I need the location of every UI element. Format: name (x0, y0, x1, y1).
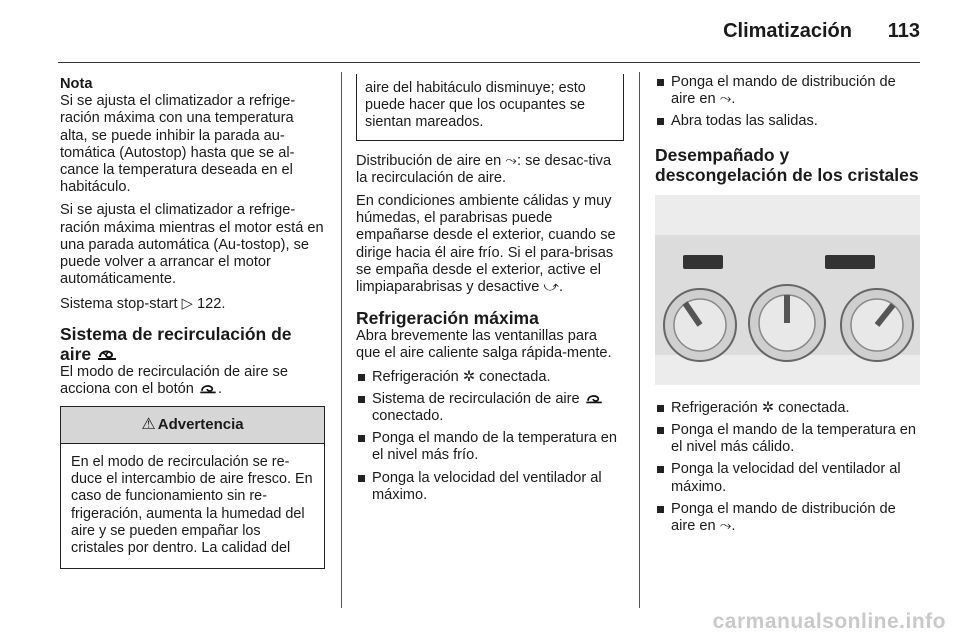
recirculation-icon (198, 383, 218, 395)
watermark: carmanualsonline.info (712, 610, 946, 633)
list-text: Ponga el mando de la temperatura en el nivel más cálido. (671, 422, 917, 456)
note-paragraph: Si se ajusta el climatizador a refrige-ración máxima con una temperatura alta, se puede inhibir la parada au-tomática (Autostop) hasta que se al-cance la temperatura deseada en el habitáculo. (60, 93, 296, 196)
warning-box (60, 406, 325, 569)
list-item (356, 369, 624, 386)
dist-text: : se desac-tiva la recirculación de aire. (356, 152, 612, 186)
climate-control-panel-image (655, 195, 920, 385)
list-text: Sistema de recirculación de aire (372, 390, 580, 407)
wiper-icon: ⤻ (543, 279, 559, 296)
heading-line: aire (60, 343, 92, 364)
dist-text: Distribución de aire en (356, 152, 502, 169)
list-text: Ponga el mando de la temperatura en el nivel más frío. (372, 430, 618, 464)
column-1 (60, 66, 325, 569)
arrow-ref-icon: ▷ (181, 296, 193, 313)
recirculation-icon (96, 348, 118, 362)
page-title: Climatización (723, 20, 852, 42)
list-item (655, 400, 923, 417)
airflow-windshield-icon: ⤳ (505, 152, 517, 169)
page-header (58, 0, 920, 63)
intro-text: El modo de recirculación de aire se acciona con el botón . (60, 363, 288, 397)
warning-icon: ⚠ (141, 416, 156, 434)
list-text: Abra todas las salidas. (671, 113, 818, 130)
list-item (655, 422, 923, 456)
list-item (655, 461, 923, 495)
note-title: Nota (60, 76, 93, 92)
cross-reference (60, 296, 325, 313)
section-heading: Refrigeración máxima (356, 308, 539, 329)
distribution-paragraph (356, 153, 624, 187)
page-number: 113 (887, 20, 920, 42)
column-2 (356, 74, 624, 509)
humidity-text: En condiciones ambiente cálidas y muy húmedas, el parabrisas puede empañarse desde el exterior, cuando se dirige hacia él aire frío. Si el para-brisas se empaña desde el exterior, active el limpiaparabrisas y desactive (356, 193, 616, 296)
list-item: Ponga el mando de distribución de aire en ⤳. (655, 74, 923, 108)
ref-text: Sistema stop-start (60, 296, 178, 313)
list-item (655, 113, 923, 130)
heading-line: descongelación de los cristales (655, 164, 919, 185)
heading-line: Sistema de recirculación de (60, 323, 292, 344)
list-item (356, 470, 624, 504)
list-text: Refrigeración (372, 368, 459, 385)
airflow-windshield-icon: ⤳ (719, 518, 732, 535)
humidity-paragraph: En condiciones ambiente cálidas y muy húmedas, el parabrisas puede empañarse desde el exterior, cuando se dirige hacia él aire frío. Si el para-brisas se empaña desde el exterior, active el limpiaparabrisas y desactive ⤻. (356, 193, 616, 296)
list-text: Ponga la velocidad del ventilador al máximo. (671, 461, 901, 495)
list-text: Ponga el mando de distribución de aire en (671, 74, 896, 108)
column-3 (655, 74, 923, 540)
list-text: conectado. (372, 408, 444, 425)
warning-header (61, 407, 324, 444)
warning-title: Advertencia (157, 416, 244, 434)
list-item (356, 430, 624, 464)
list-text: Ponga el mando de distribución de aire en (671, 500, 896, 535)
intro-line: El modo de recirculación de aire se acciona con el botón (60, 363, 288, 397)
heading-line: Desempañado y (655, 144, 790, 165)
section-heading (60, 324, 325, 364)
list-text: conectada. (778, 399, 850, 416)
cooling-icon: ✲ (462, 368, 476, 385)
list-text: Refrigeración (671, 399, 758, 416)
section-heading (655, 145, 923, 185)
column-divider (639, 72, 640, 608)
list-text: Ponga la velocidad del ventilador al máximo. (372, 469, 602, 503)
cooling-icon: ✲ (761, 399, 775, 416)
section-intro: Abra brevemente las ventanillas para que el aire caliente salga rápida-mente. (356, 328, 612, 362)
ref-page[interactable]: 122. (196, 296, 226, 313)
list-item: Ponga el mando de distribución de aire en ⤳. (655, 501, 923, 535)
airflow-windshield-icon: ⤳ (719, 91, 732, 108)
list-item (356, 391, 624, 425)
list-text: conectada. (479, 368, 551, 385)
column-divider (341, 72, 342, 608)
warning-continued: aire del habitáculo disminuye; esto puede hacer que los ocupantes se sientan mareados. (356, 74, 624, 141)
recirculation-icon (584, 393, 604, 405)
note-paragraph: Si se ajusta el climatizador a refrige-ración máxima mientras el motor está en una parada automática (Au-tostop), se puede volver a arrancar el motor automáticamente. (60, 202, 324, 288)
warning-text: En el modo de recirculación se re-duce el intercambio de aire fresco. En caso de funcionamiento sin re-frigeración, aumenta la humedad del aire y se pueden empañar los cristales por dentro. La calidad del (71, 454, 313, 557)
